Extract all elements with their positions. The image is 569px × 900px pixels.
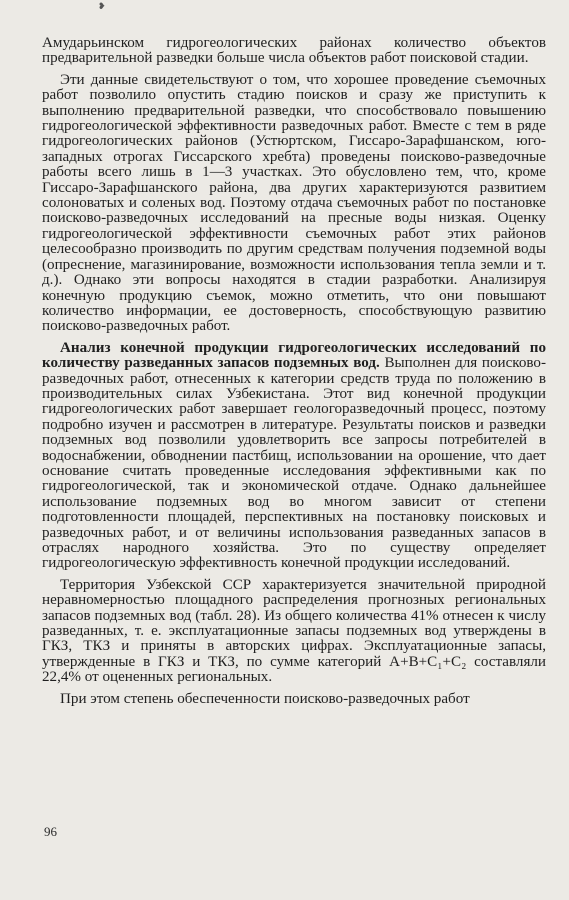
paragraph-2-text: Эти данные свидетельствуют о том, что хорошее проведение съемочных работ позволило опустить стадию поисков и сразу же приступить к выполнению предварительной разведки, что способствовало повышению гидрогеологической эффективности разведочных работ. Вместе с тем в ряде гидрогеологических районов (Устюртском, Гиссаро-Зарафшанском, юго-западных отрогах Гиссарского хребта) проведены поисково-разведочные работы всего лишь в 1—3 участках. Это обусловлено тем, что, кроме Гиссаро-Зарафшанского района, два других характеризуются развитием солоноватых и соленых вод. Поэтому отдача съемочных работ по постановке поисково-разведочных исследований на пресные воды низкая. Оценку гидрогеологической эффективности съемочных работ этих районов целесообразно производить по другим средствам получения подземной воды (опреснение, магазинирование, возможности использования тепла земли и т. д.). Однако эти вопросы находятся в стадии разработки. Анализируя конечную продукцию съемок, можно отметить, что они повышают количество информации, ее достоверность, способствующую развитию поисково-разведочных работ. — [42, 71, 546, 335]
paragraph-3-text: Выполнен для поисково-разведочных работ, отнесенных к категории средств труда по положению в производительных силах Узбекистана. Этот вид конечной продукции гидрогеологических работ завершает геологоразведочный процесс, поэтому подробно изучен и рассмотрен в литературе. Результаты поисков и разведки подземных вод позволили удовлетворить все запросы потребителей в водоснабжении, обводнении пастбищ, использовании на орошение, что дает основание считать проведенные исследования эффективными как по гидрогеологической, так и экономической отдаче. Однако дальнейшее использование подземных вод во многом зависит от степени подготовленности площадей, перспективных на постановку поисковых и разведочных работ, и от величины использования разведанных запасов в отраслях народного хозяйства. Это по существу определяет гидрогеологическую эффективность конечной продукции исследований. — [42, 355, 547, 572]
paragraph-3-heading: Анализ конечной продукции гидрогеологических исследований по количеству разведанных запасов подземных вод. — [42, 339, 546, 372]
top-mark: ❥ — [98, 2, 106, 12]
paragraph-1-text: Амударьинском гидрогеологических районах количество объектов предварительной разведки больше числа объектов работ поисковой стадии. — [42, 35, 546, 67]
paragraph-1 — [42, 36, 546, 67]
paragraph-4-text: Территория Узбекской ССР характеризуется значительной природной неравномерностью площадного распределения прогнозных региональных запасов подземных вод (табл. 28). Из общего количества 41% отнесен к числу разведанных, т. е. эксплуатационные запасы подземных вод утверждены в ГКЗ, ТКЗ и приняты в авторских цифрах. Эксплуатационные запасы, утвержденные в ГКЗ и ТКЗ, по сумме категорий A+B+C₁+C₂ составляли 22,4% от оцененных региональных. — [42, 576, 546, 686]
paragraph-3 — [42, 341, 546, 572]
page-body — [42, 36, 546, 707]
page-number: 96 — [44, 824, 57, 839]
paragraph-5 — [42, 692, 546, 707]
paragraph-5-text: При этом степень обеспеченности поисково-разведочных работ — [60, 690, 470, 707]
paragraph-4 — [42, 578, 546, 686]
paragraph-2 — [42, 73, 546, 335]
